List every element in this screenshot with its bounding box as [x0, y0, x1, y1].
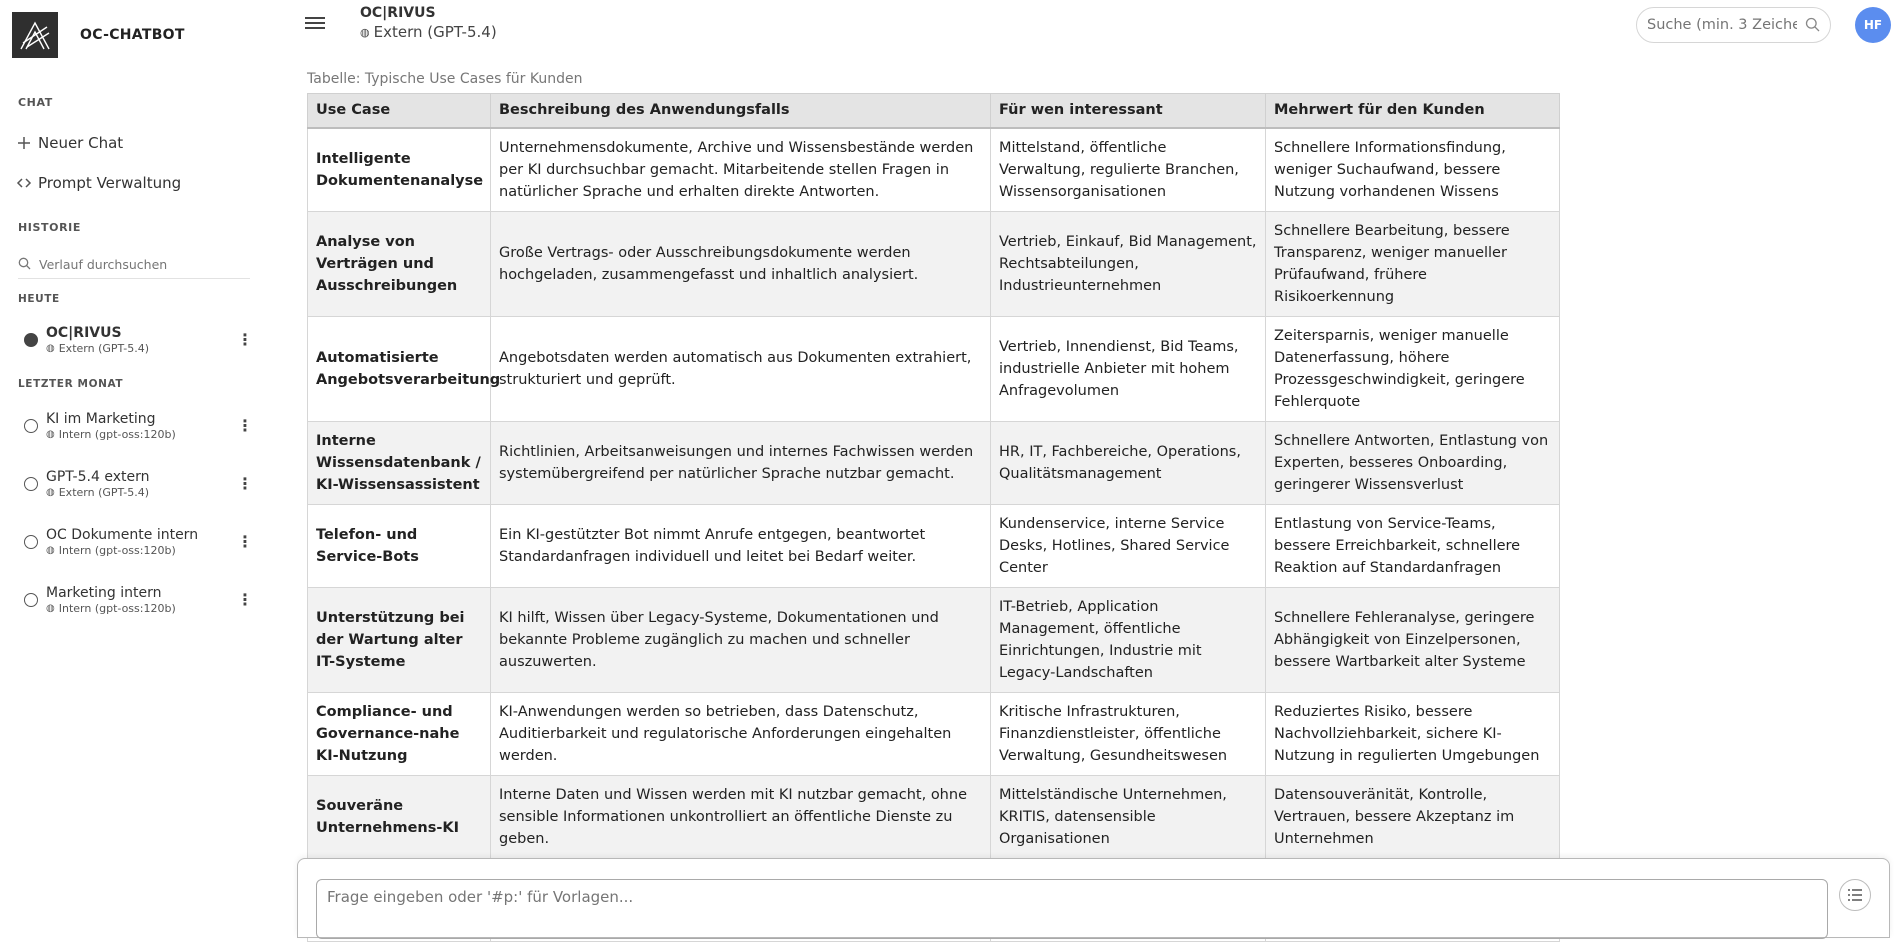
table-row — [308, 211, 1560, 316]
new-chat-button[interactable] — [16, 134, 123, 152]
table-row — [308, 775, 1560, 858]
history-item-model: Extern (GPT-5.4) — [58, 485, 149, 499]
last-month-label: LETZTER MONAT — [18, 378, 124, 390]
chat-content — [307, 66, 1557, 848]
table-row — [308, 587, 1560, 692]
globe-icon: ◍ — [360, 25, 370, 39]
table-cell: KI-Anwendungen werden so betrieben, dass Datenschutz, Auditierbarkeit und regulatorische Anforderungen eingehalten werden. — [491, 692, 991, 775]
table-cell: KI hilft, Wissen über Legacy-Systeme, Dokumentationen und bekannte Probleme zugänglich zu machen und schneller auszuwerten. — [491, 587, 991, 692]
table-row — [308, 316, 1560, 421]
use-case-table — [307, 93, 1560, 942]
history-item-oc-dokumente[interactable] — [24, 522, 254, 562]
table-cell: Intelligente Dokumentenanalyse — [308, 128, 491, 212]
history-section-label: HISTORIE — [18, 221, 81, 234]
table-row — [308, 128, 1560, 212]
globe-icon: ◍ — [46, 602, 55, 614]
history-item-model: Extern (GPT-5.4) — [58, 341, 149, 355]
table-cell: Kritische Infrastrukturen, Finanzdienstleister, öffentliche Verwaltung, Gesundheitswesen — [991, 692, 1266, 775]
history-search-input[interactable] — [39, 257, 239, 272]
table-cell: Schnellere Fehleranalyse, geringere Abhängigkeit von Einzelpersonen, bessere Wartbarkeit alter Systeme — [1266, 587, 1560, 692]
more-options-icon[interactable]: ⋮ — [237, 330, 253, 349]
history-item-marketing-intern[interactable] — [24, 580, 254, 620]
today-label: HEUTE — [18, 293, 60, 305]
chat-title: OC|RIVUS — [360, 5, 436, 21]
history-item-model: Intern (gpt-oss:120b) — [58, 543, 176, 557]
column-header: Mehrwert für den Kunden — [1266, 94, 1560, 128]
globe-icon: ◍ — [46, 342, 55, 354]
new-chat-label: Neuer Chat — [38, 134, 124, 152]
table-cell: Datensouveränität, Kontrolle, Vertrauen, bessere Akzeptanz im Unternehmen — [1266, 775, 1560, 858]
active-chat-indicator — [24, 333, 38, 347]
table-cell: Mittelstand, öffentliche Verwaltung, regulierte Branchen, Wissensorganisationen — [991, 128, 1266, 212]
menu-toggle-icon[interactable] — [305, 14, 325, 34]
table-cell: Schnellere Antworten, Entlastung von Experten, besseres Onboarding, geringerer Wissensverlust — [1266, 421, 1560, 504]
plus-icon — [16, 136, 32, 150]
table-cell: Analyse von Verträgen und Ausschreibungen — [308, 211, 491, 316]
chat-model: Extern (GPT-5.4) — [373, 23, 497, 41]
avatar[interactable]: HF — [1855, 7, 1891, 43]
message-field — [316, 879, 1828, 939]
more-options-icon[interactable]: ⋮ — [237, 532, 253, 551]
table-cell: Telefon- und Service-Bots — [308, 504, 491, 587]
table-caption: Tabelle: Typische Use Cases für Kunden — [307, 71, 583, 87]
table-cell: Zeitersparnis, weniger manuelle Datenerfassung, höhere Prozessgeschwindigkeit, geringere Fehlerquote — [1266, 316, 1560, 421]
chat-header — [360, 5, 497, 41]
globe-icon: ◍ — [46, 428, 55, 440]
table-cell: Kundenservice, interne Service Desks, Hotlines, Shared Service Center — [991, 504, 1266, 587]
table-cell: HR, IT, Fachbereiche, Operations, Qualitätsmanagement — [991, 421, 1266, 504]
table-cell: Interne Wissensdatenbank / KI-Wissensassistent — [308, 421, 491, 504]
table-row — [308, 421, 1560, 504]
chat-indicator — [24, 419, 38, 433]
brand-name: OC-CHATBOT — [80, 27, 185, 43]
table-cell: Reduziertes Risiko, bessere Nachvollziehbarkeit, sichere KI-Nutzung in regulierten Umgebungen — [1266, 692, 1560, 775]
history-item-title: GPT-5.4 extern — [46, 468, 150, 485]
message-input[interactable] — [327, 888, 1807, 906]
history-item-title: OC Dokumente intern — [46, 526, 199, 543]
table-cell: Unterstützung bei der Wartung alter IT-Systeme — [308, 587, 491, 692]
table-cell: Automatisierte Angebotsverarbeitung — [308, 316, 491, 421]
globe-icon: ◍ — [46, 544, 55, 556]
global-search-input[interactable] — [1647, 17, 1797, 33]
table-cell: Vertrieb, Innendienst, Bid Teams, industrielle Anbieter mit hohem Anfragevolumen — [991, 316, 1266, 421]
prompt-admin-button[interactable] — [16, 174, 181, 192]
column-header: Beschreibung des Anwendungsfalls — [491, 94, 991, 128]
table-cell: Richtlinien, Arbeitsanweisungen und internes Fachwissen werden systemübergreifend per natürlicher Sprache nutzbar gemacht. — [491, 421, 991, 504]
table-cell: Interne Daten und Wissen werden mit KI nutzbar gemacht, ohne sensible Informationen unkontrolliert an öffentliche Dienste zu geben. — [491, 775, 991, 858]
table-cell: Entlastung von Service-Teams, bessere Erreichbarkeit, schnellere Reaktion auf Standardanfragen — [1266, 504, 1560, 587]
more-options-icon[interactable]: ⋮ — [237, 416, 253, 435]
table-row — [308, 692, 1560, 775]
table-cell: Angebotsdaten werden automatisch aus Dokumenten extrahiert, strukturiert und geprüft. — [491, 316, 991, 421]
table-cell: Schnellere Bearbeitung, bessere Transparenz, weniger manueller Prüfaufwand, frühere Risikoerkennung — [1266, 211, 1560, 316]
table-row — [308, 504, 1560, 587]
history-item-title: Marketing intern — [46, 584, 162, 601]
sidebar — [0, 0, 270, 925]
table-cell: Mittelständische Unternehmen, KRITIS, datensensible Organisationen — [991, 775, 1266, 858]
history-item-title: OC|RIVUS — [46, 324, 122, 341]
composer — [297, 858, 1890, 938]
globe-icon: ◍ — [46, 486, 55, 498]
column-header: Für wen interessant — [991, 94, 1266, 128]
history-search — [18, 251, 250, 279]
table-cell: IT-Betrieb, Application Management, öffentliche Einrichtungen, Industrie mit Legacy-Landschaften — [991, 587, 1266, 692]
code-icon — [16, 176, 32, 190]
history-item-ocrivus[interactable] — [24, 320, 254, 360]
history-item-model: Intern (gpt-oss:120b) — [58, 427, 176, 441]
templates-list-icon[interactable] — [1839, 879, 1871, 911]
more-options-icon[interactable]: ⋮ — [237, 474, 253, 493]
column-header: Use Case — [308, 94, 491, 128]
table-cell: Souveräne Unternehmens-KI — [308, 775, 491, 858]
global-search — [1636, 7, 1831, 43]
more-options-icon[interactable]: ⋮ — [237, 590, 253, 609]
prompt-admin-label: Prompt Verwaltung — [38, 174, 182, 192]
table-cell: Compliance- und Governance-nahe KI-Nutzung — [308, 692, 491, 775]
table-header-row — [308, 94, 1560, 128]
history-item-model: Intern (gpt-oss:120b) — [58, 601, 176, 615]
chat-indicator — [24, 593, 38, 607]
history-item-title: KI im Marketing — [46, 410, 156, 427]
chat-section-label: CHAT — [18, 96, 53, 109]
table-cell: Ein KI-gestützter Bot nimmt Anrufe entgegen, beantwortet Standardanfragen individuell und leitet bei Bedarf weiter. — [491, 504, 991, 587]
brand[interactable] — [12, 12, 185, 58]
search-icon[interactable] — [1805, 17, 1820, 36]
search-icon — [18, 255, 31, 274]
chat-indicator — [24, 535, 38, 549]
table-cell: Vertrieb, Einkauf, Bid Management, Rechtsabteilungen, Industrieunternehmen — [991, 211, 1266, 316]
history-item-ki-marketing[interactable] — [24, 406, 254, 446]
history-item-gpt-extern[interactable] — [24, 464, 254, 504]
table-cell: Unternehmensdokumente, Archive und Wissensbestände werden per KI durchsuchbar gemacht. Mitarbeitende stellen Fragen in natürlicher Sprache und erhalten direkte Antworten. — [491, 128, 991, 212]
table-cell: Schnellere Informationsfindung, weniger Suchaufwand, bessere Nutzung vorhandenen Wissens — [1266, 128, 1560, 212]
table-cell: Große Vertrags- oder Ausschreibungsdokumente werden hochgeladen, zusammengefasst und inhaltlich analysiert. — [491, 211, 991, 316]
chat-indicator — [24, 477, 38, 491]
logo-icon — [12, 12, 58, 58]
